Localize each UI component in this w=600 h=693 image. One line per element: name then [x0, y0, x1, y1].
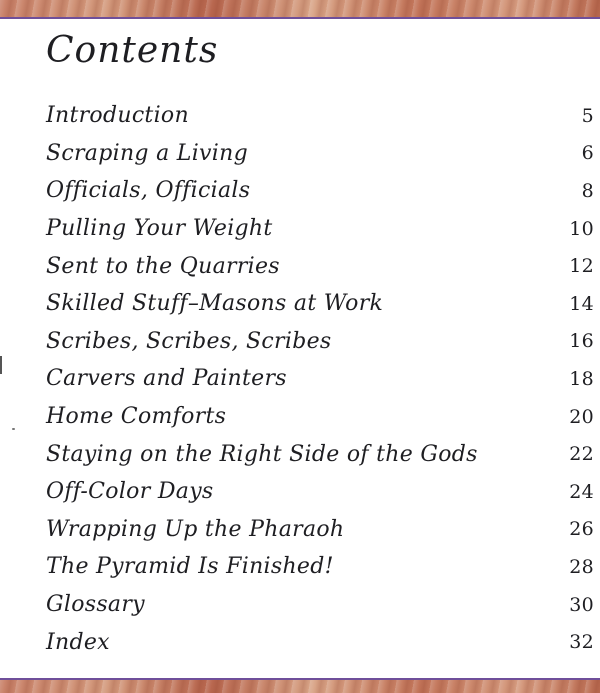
toc-entry[interactable] [46, 586, 594, 624]
toc-entry-title: Carvers and Painters [46, 366, 287, 392]
scan-speck [12, 428, 15, 430]
toc-page-number: 24 [569, 480, 594, 503]
toc-entry-title: Introduction [46, 103, 189, 129]
toc-entry[interactable] [46, 511, 594, 549]
toc-page-number: 5 [581, 104, 594, 127]
top-decorative-border [0, 0, 600, 19]
toc-page-number: 20 [569, 405, 594, 428]
bottom-decorative-border [0, 678, 600, 693]
toc-page-number: 8 [581, 179, 594, 202]
toc-page-number: 6 [581, 142, 594, 165]
toc-page-number: 14 [569, 292, 594, 315]
toc-entry-title: Staying on the Right Side of the Gods [46, 441, 478, 467]
page-title: Contents [46, 30, 219, 71]
toc-entry[interactable] [46, 473, 594, 511]
toc-entry[interactable] [46, 548, 594, 586]
toc-entry[interactable] [46, 135, 594, 173]
toc-entry[interactable] [46, 360, 594, 398]
toc-entry[interactable] [46, 398, 594, 436]
toc-page-number: 30 [569, 593, 594, 616]
toc-entry[interactable] [46, 210, 594, 248]
toc-entry[interactable] [46, 247, 594, 285]
toc-entry-title: Officials, Officials [46, 178, 251, 204]
toc-page-number: 26 [569, 518, 594, 541]
toc-page-number: 28 [569, 555, 594, 578]
toc-entry[interactable] [46, 435, 594, 473]
toc-entry-title: Wrapping Up the Pharaoh [46, 516, 345, 542]
toc-page-number: 10 [569, 217, 594, 240]
toc-page-number: 32 [569, 631, 594, 654]
toc-page-number: 12 [569, 255, 594, 278]
toc-entry[interactable] [46, 323, 594, 361]
toc-entry-title: Glossary [46, 592, 145, 618]
toc-entry-title: Pulling Your Weight [46, 216, 273, 242]
toc-entry-title: The Pyramid Is Finished! [46, 554, 334, 580]
toc-page-number: 18 [569, 367, 594, 390]
top-border-line [0, 17, 600, 19]
toc-entry-title: Index [46, 629, 110, 655]
page-edge-mark [0, 356, 2, 374]
toc-entry-title: Scribes, Scribes, Scribes [46, 328, 332, 354]
toc-entry-title: Sent to the Quarries [46, 253, 280, 279]
toc-page-number: 22 [569, 443, 594, 466]
toc-entry[interactable] [46, 623, 594, 661]
toc-page-number: 16 [569, 330, 594, 353]
bottom-border-line [0, 678, 600, 680]
toc-entry[interactable] [46, 97, 594, 135]
toc-entry-title: Scraping a Living [46, 140, 248, 166]
table-of-contents [46, 97, 594, 661]
toc-entry-title: Off-Color Days [46, 479, 214, 505]
toc-entry-title: Skilled Stuff–Masons at Work [46, 291, 384, 317]
toc-entry-title: Home Comforts [46, 404, 227, 430]
toc-entry[interactable] [46, 285, 594, 323]
toc-entry[interactable] [46, 172, 594, 210]
